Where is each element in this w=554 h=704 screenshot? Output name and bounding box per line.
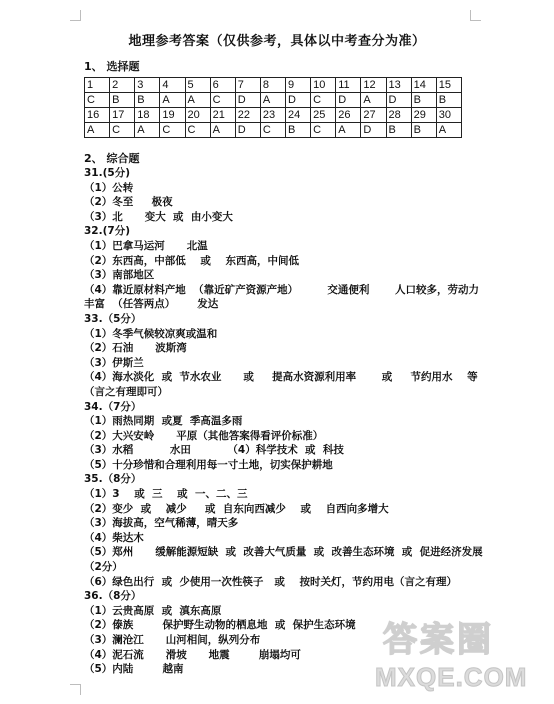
answer-body	[84, 166, 484, 677]
table-cell: 8	[260, 78, 285, 93]
table-cell: 4	[160, 78, 185, 93]
table-cell: 28	[386, 108, 411, 123]
table-row	[85, 123, 462, 138]
table-cell: B	[411, 123, 436, 138]
table-cell: B	[110, 93, 135, 108]
table-cell: B	[286, 123, 311, 138]
answer-line: （6）绿色出行 或 少使用一次性筷子 或 按时关灯，节约用电（言之有理）	[84, 575, 458, 588]
answer-line: （2）冬至 极夜	[84, 196, 173, 209]
table-cell: B	[436, 93, 461, 108]
answer-line: （4）柴达木	[84, 531, 144, 544]
table-cell: C	[311, 93, 336, 108]
answer-line: （4）泥石流 滑坡 地震 崩塌均可	[84, 648, 301, 661]
table-cell: 29	[411, 108, 436, 123]
answer-line: （1）雨热同期 或夏 季高温多雨	[84, 415, 243, 428]
table-cell: 7	[235, 78, 260, 93]
table-cell: 15	[436, 78, 461, 93]
answer-line: （1）巴拿马运河 北温	[84, 239, 208, 252]
answer-line: （5）内陆 越南	[84, 663, 184, 676]
watermark-title: 答案圈	[383, 620, 494, 660]
answer-line: （2）傣族 保护野生动物的栖息地 或 保护生态环境	[84, 619, 356, 632]
table-cell: D	[386, 93, 411, 108]
answer-line: （2）大兴安岭 平原（其他答案得看评价标准）	[84, 429, 324, 442]
page-corner-mark	[70, 10, 81, 21]
section-heading-choice: 1、 选择题	[84, 60, 140, 73]
answer-line: （4）海水淡化 或 节水农业 或 提高水资源利用率 或 节约用水 等（言之有理即可）	[84, 371, 478, 398]
question-header: 31.(5分)	[84, 167, 131, 179]
answer-line: （2）石油 波斯湾	[84, 342, 187, 355]
answer-line: （3）海拔高，空气稀薄，晴天多	[84, 517, 239, 530]
table-cell: A	[361, 93, 386, 108]
answer-line: （2）变少 或 减少 或 自东向西减少 或 自西向多增大	[84, 502, 389, 515]
table-cell: D	[235, 93, 260, 108]
table-cell: C	[110, 123, 135, 138]
table-cell: A	[185, 93, 210, 108]
table-cell: 16	[85, 108, 110, 123]
table-row	[85, 108, 462, 123]
answer-line: （5）十分珍惜和合理利用每一寸土地，切实保护耕地	[84, 458, 333, 471]
table-cell: A	[210, 123, 235, 138]
table-cell: C	[210, 93, 235, 108]
table-cell: D	[361, 123, 386, 138]
table-cell: 11	[336, 78, 361, 93]
question-header: 35.（8分）	[84, 473, 142, 486]
table-cell: 13	[386, 78, 411, 93]
page-title: 地理参考答案（仅供参考，具体以中考查分为准）	[128, 34, 426, 49]
table-cell: D	[336, 93, 361, 108]
table-cell: A	[336, 123, 361, 138]
table-cell: A	[436, 123, 461, 138]
table-cell: B	[135, 93, 160, 108]
table-cell: 22	[235, 108, 260, 123]
table-cell: 26	[336, 108, 361, 123]
table-cell: 10	[311, 78, 336, 93]
answer-line: （1）公转	[84, 181, 134, 194]
table-cell: 25	[311, 108, 336, 123]
table-cell: C	[160, 123, 185, 138]
section-heading-comprehensive: 2、 综合题	[84, 152, 140, 165]
answer-line: （5）郑州 缓解能源短缺 或 改善大气质量 或 改善生态环境 或 促进经济发展（2分）	[84, 546, 483, 574]
table-cell: 6	[210, 78, 235, 93]
table-cell: 14	[411, 78, 436, 93]
table-cell: 21	[210, 108, 235, 123]
table-cell: B	[411, 93, 436, 108]
page-corner-mark	[70, 684, 81, 695]
answer-line: （3）伊斯兰	[84, 356, 144, 369]
table-cell: C	[311, 123, 336, 138]
table-cell: D	[286, 93, 311, 108]
table-cell: C	[260, 123, 285, 138]
table-cell: D	[235, 123, 260, 138]
table-cell: 20	[185, 108, 210, 123]
answer-line: （4）靠近原材料产地 （靠近矿产资源产地） 交通便利 人口较多，劳动力丰富 （任答两点） 发达	[84, 283, 479, 311]
table-cell: 2	[110, 78, 135, 93]
page-corner-mark	[470, 10, 481, 21]
table-cell: 3	[135, 78, 160, 93]
answer-line: （2）东西高，中部低 或 东西高，中间低	[84, 254, 300, 267]
table-cell: C	[85, 93, 110, 108]
table-cell: A	[160, 93, 185, 108]
table-cell: B	[386, 123, 411, 138]
watermark-logo	[375, 612, 545, 698]
table-cell: 18	[135, 108, 160, 123]
table-cell: C	[185, 123, 210, 138]
table-cell: 12	[361, 78, 386, 93]
table-cell: 27	[361, 108, 386, 123]
table-cell: A	[260, 93, 285, 108]
table-cell: 30	[436, 108, 461, 123]
table-cell: 19	[160, 108, 185, 123]
answer-line: （3）澜沧江 山河相间，纵列分布	[84, 634, 261, 646]
question-header: 33.（5分）	[84, 312, 142, 325]
question-header: 32.(7分)	[84, 225, 131, 238]
answer-line: （1）3 或 三 或 一、二、三	[84, 488, 248, 501]
answer-table	[84, 77, 462, 138]
answer-line: （3）北 变大 或 由小变大	[84, 210, 233, 223]
answer-line: （3）水稻 水田 （4）科学技术 或 科技	[84, 444, 344, 457]
table-cell: 1	[85, 78, 110, 93]
table-cell: 23	[260, 108, 285, 123]
question-header: 34.（7分）	[84, 400, 142, 413]
watermark-url: MXQE.COM	[375, 662, 528, 692]
answer-line: （3）南部地区	[84, 269, 155, 282]
answer-line: （1）冬季气候较凉爽或温和	[84, 327, 218, 340]
table-row	[85, 78, 462, 93]
table-cell: 24	[286, 108, 311, 123]
answer-line: （1）云贵高原 或 滇东高原	[84, 604, 222, 617]
table-cell: A	[135, 123, 160, 138]
table-cell: 17	[110, 108, 135, 123]
table-cell: 5	[185, 78, 210, 93]
table-cell: 9	[286, 78, 311, 93]
table-cell: A	[85, 123, 110, 138]
question-header: 36.（8分）	[84, 590, 142, 603]
table-row	[85, 93, 462, 108]
